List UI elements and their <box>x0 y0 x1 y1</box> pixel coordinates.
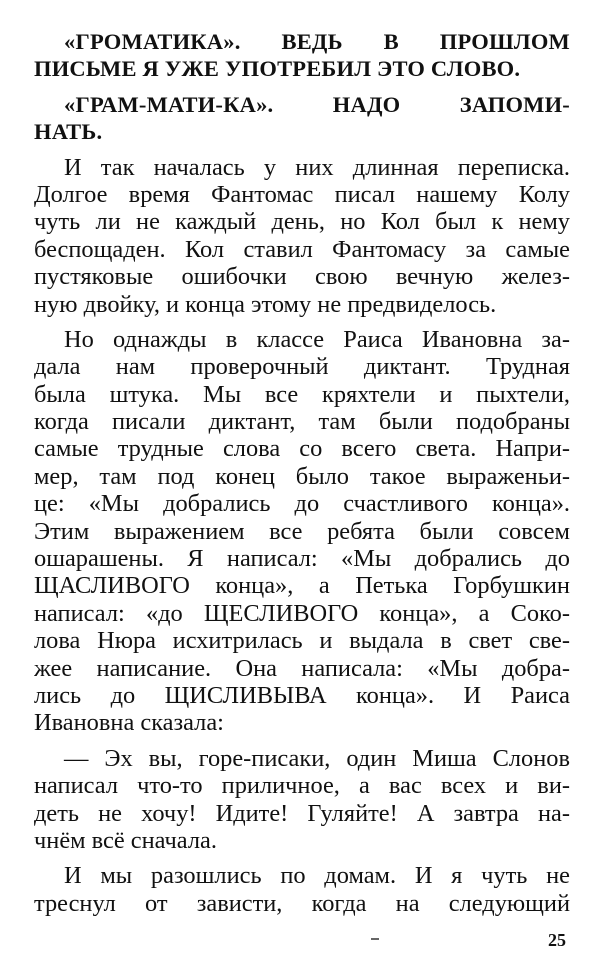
text-line: — Эх вы, горе-писаки, один Миша Слонов <box>64 744 570 772</box>
text-line: НАТЬ. <box>34 119 103 145</box>
text-line: це: «Мы добрались до счастливого конца». <box>34 490 570 518</box>
text-line: «ГРОМАТИКА». ВЕДЬ В ПРОШЛОМ <box>64 29 570 54</box>
text-line: И мы разошлись по домам. И я чуть не <box>64 862 570 890</box>
paragraph <box>34 326 570 737</box>
text-line: лись до ЩИСЛИВЫВА конца». И Раиса <box>34 681 570 709</box>
paragraph <box>34 862 570 917</box>
text-line: Ивановна сказала: <box>34 709 224 737</box>
text-line: самые трудные слова со всего света. Напри- <box>34 435 570 463</box>
text-line: «ГРАМ-МАТИ-КА». НАДО ЗАПОМИ- <box>64 91 570 117</box>
text-line: ную двойку, и конца этому не предвиделось. <box>34 290 497 318</box>
text-line: чуть ли не каждый день, но Кол был к нему <box>34 208 570 236</box>
paragraph <box>34 154 570 318</box>
text-line: деть не хочу! Идите! Гуляйте! А завтра на- <box>34 799 570 827</box>
text-line: мер, там под конец было такое выраженьи- <box>34 462 570 490</box>
text-line: беспощаден. Кол ставил Фантомасу за самые <box>34 235 570 263</box>
text-line: пустяковые ошибочки свою вечную желез- <box>34 263 570 291</box>
text-line: Долгое время Фантомас писал нашему Колу <box>34 180 570 208</box>
text-line: написал: «до ЩЕСЛИВОГО конца», а Соко- <box>34 599 570 627</box>
text-line: Этим выражением все ребята были совсем <box>34 517 570 545</box>
paragraph <box>34 745 570 855</box>
text-line: дала нам проверочный диктант. Трудная <box>34 353 570 381</box>
text-line: жее написание. Она написала: «Мы добра- <box>34 654 570 682</box>
text-line: лова Нюра исхитрилась и выдала в свет све- <box>34 627 570 655</box>
text-line: когда писали диктант, там были подобраны <box>34 408 570 436</box>
text-line: Но однажды в классе Раиса Ивановна за- <box>64 325 570 353</box>
text-line: была штука. Мы все кряхтели и пыхтели, <box>34 380 570 408</box>
print-speck <box>371 938 379 940</box>
text-line: чнём всё сначала. <box>34 826 217 854</box>
text-line: написал что-то приличное, а вас всех и ви- <box>34 772 570 800</box>
text-line: треснул от зависти, когда на следующий <box>34 889 570 917</box>
text-line: ПИСЬМЕ Я УЖЕ УПОТРЕБИЛ ЭТО СЛОВО. <box>34 56 521 82</box>
text-line: И так началась у них длинная переписка. <box>64 153 570 181</box>
text-line: ЩАСЛИВОГО конца», а Петька Горбушкин <box>34 572 570 600</box>
text-line: ошарашены. Я написал: «Мы добрались до <box>34 545 570 573</box>
page-text <box>34 28 570 917</box>
paragraph <box>34 28 570 83</box>
page-number: 25 <box>548 930 566 950</box>
paragraph <box>34 91 570 146</box>
